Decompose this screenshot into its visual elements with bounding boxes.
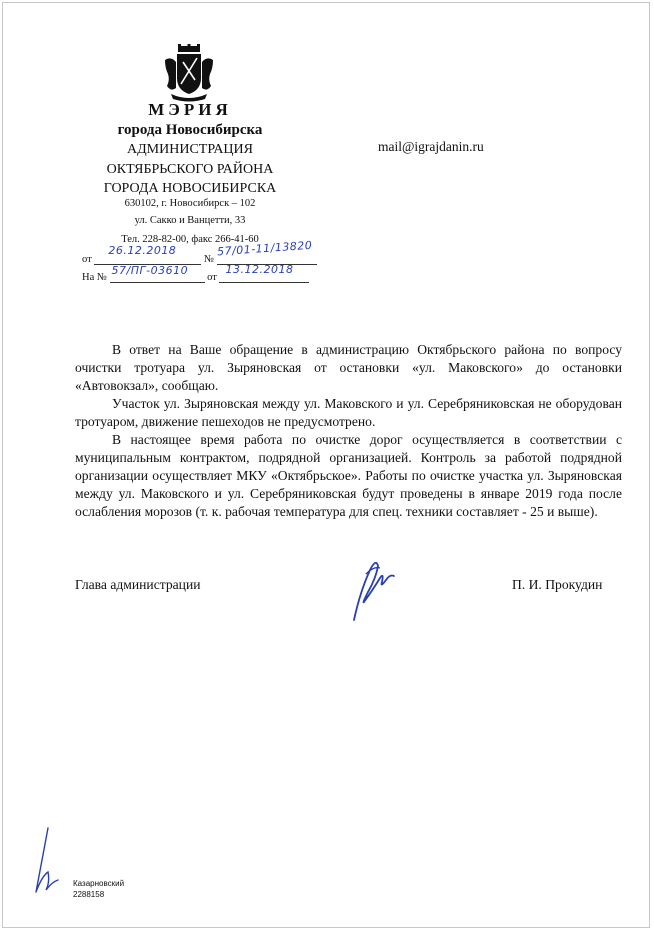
reply-date-handwritten: 13.12.2018 xyxy=(225,263,294,276)
body-paragraph-1: В ответ на Ваше обращение в администрацию Октябрьского района по вопросу очистки тротуара ул. Зыряновская от остановки «ул. Маковского» до остановки «Автовокзал», сообщаю. xyxy=(75,342,622,393)
phone-line: Тел. 228-82-00, факс 266-41-60 xyxy=(121,234,259,245)
signatory-name: П. И. Прокудин xyxy=(512,577,603,592)
reply-from-label: от xyxy=(207,272,217,283)
handwritten-signature xyxy=(340,552,410,624)
email-address: mail@igrajdanin.ru xyxy=(378,139,484,154)
incoming-reference xyxy=(82,263,352,286)
from-date-handwritten: 26.12.2018 xyxy=(108,244,177,257)
signatory-position: Глава администрации xyxy=(75,577,201,592)
admin-line-1: АДМИНИСТРАЦИЯ xyxy=(127,142,253,157)
city-name: города Новосибирска xyxy=(117,122,263,138)
body-paragraph-3: В настоящее время работа по очистке дорог осуществляется в соответствии с муниципальным контрактом, подрядной организацией. Контроль за работой подрядной организации осуществляет МКУ «Октябрьское». Работы по очистке участка ул. Зыряновская между ул. Маковского и ул. Серебряниковская будут проведены в январе 2019 года после ослабления морозов (т. к. рабочая температура для спец. техники составляет - 25 и выше). xyxy=(75,432,622,519)
address-line-1: 630102, г. Новосибирск – 102 xyxy=(124,198,256,209)
body-paragraph-2: Участок ул. Зыряновская между ул. Маковского и ул. Серебряниковская не оборудован тротуаром, движение пешеходов не предусмотрено. xyxy=(75,396,622,429)
reply-number-handwritten: 57/ПГ-03610 xyxy=(111,264,189,277)
number-handwritten: 57/01-11/13820 xyxy=(216,238,313,259)
letter-body xyxy=(75,341,622,521)
mayor-title: МЭРИЯ xyxy=(148,100,232,119)
coat-of-arms-emblem xyxy=(163,44,215,102)
address-line-2: ул. Сакко и Ванцетти, 33 xyxy=(134,215,246,226)
executor-name: Казарновский xyxy=(73,879,125,888)
admin-line-2: ОКТЯБРЬСКОГО РАЙОНА xyxy=(106,162,274,177)
executor-phone: 2288158 xyxy=(73,890,105,899)
admin-line-3: ГОРОДА НОВОСИБИРСКА xyxy=(103,181,277,196)
executor-initials-mark xyxy=(28,826,68,896)
from-date-field xyxy=(94,244,201,265)
reply-number-field xyxy=(110,264,205,283)
reply-date-field xyxy=(219,263,309,283)
number-label: № xyxy=(203,254,214,265)
reply-label: На № xyxy=(82,272,107,283)
from-label: от xyxy=(82,254,92,265)
executor-info xyxy=(73,878,124,900)
